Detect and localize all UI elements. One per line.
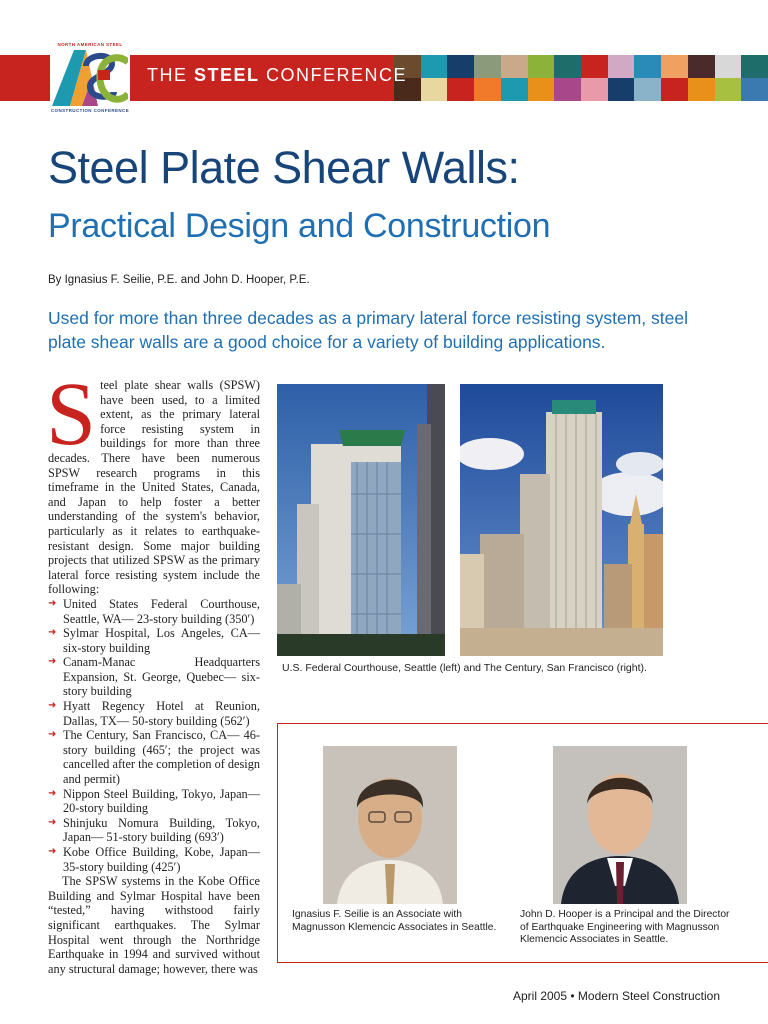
arrow-icon: ➜ — [48, 656, 57, 668]
nascc-logo — [50, 40, 130, 116]
color-swatch-strip — [394, 55, 768, 101]
list-item: ➜ United States Federal Courthouse, Seattle, WA— 23-story building (350′) — [48, 596, 260, 626]
color-swatch — [715, 78, 742, 101]
body-column — [46, 365, 261, 976]
color-swatch — [501, 55, 528, 78]
author-caption-hooper: John D. Hooper is a Principal and the Director of Earthquake Engineering with Magnusson Klemencic Associates in Seattle. — [520, 909, 730, 945]
conference-label — [147, 65, 407, 86]
drop-cap: S — [46, 365, 97, 464]
page-footer — [513, 989, 720, 1003]
color-swatch — [554, 55, 581, 78]
list-item: ➜ Canam-Manac Headquarters Expansion, St. George, Quebec— six-story building — [48, 655, 260, 699]
footer-date: April 2005 — [512, 989, 568, 1003]
list-item: ➜ Kobe Office Building, Kobe, Japan—35-story building (425′) — [48, 845, 260, 874]
intro-paragraph: teel plate shear walls (SPSW) have been used, to a limited extent, as the primary lateral force resisting system in buildings for more than three decades. There have been numerous SPSW research programs in this timeframe in the United States, Canada, and Japan to help foster a better understanding of the system's behavior, particularly as it relates to earthquake-resistant design. Some major building projects that utilized SPSW as the primary lateral force resisting system include the following: — [48, 378, 260, 597]
color-swatch — [688, 55, 715, 78]
color-swatch — [741, 55, 768, 78]
author-portrait-hooper — [553, 746, 687, 904]
color-swatch — [581, 78, 608, 101]
color-swatch — [421, 78, 448, 101]
article-subtitle: Practical Design and Construction — [48, 207, 551, 245]
conference-prefix: THE — [147, 65, 188, 85]
century-tower-photo — [460, 384, 663, 656]
closing-paragraph: The SPSW systems in the Kobe Office Building and Sylmar Hospital have been “tested,” having withstood fairly significant earthquakes. The Sylmar Hospital went through the Northridge Earthquake in 1994 and survived without any structural damage; however, there was — [48, 874, 260, 976]
color-swatch — [634, 55, 661, 78]
color-swatch — [608, 55, 635, 78]
color-swatch — [608, 78, 635, 101]
article-deck: Used for more than three decades as a primary lateral force resisting system, steel plate shear walls are a good choice for a variety of building applications. — [48, 308, 688, 352]
photo-caption: U.S. Federal Courthouse, Seattle (left) and The Century, San Francisco (right). — [282, 662, 647, 674]
footer-publication: Modern Steel Construction — [577, 989, 720, 1003]
list-item: ➜ Sylmar Hospital, Los Angeles, CA—six-story building — [48, 626, 260, 655]
color-swatch — [528, 55, 555, 78]
author-caption-seilie: Ignasius F. Seilie is an Associate with Magnusson Klemencic Associates in Seattle. — [292, 909, 497, 933]
arrow-icon: ➜ — [48, 846, 57, 857]
color-swatch — [661, 78, 688, 101]
conference-bold: STEEL — [194, 65, 260, 85]
color-swatch — [741, 78, 768, 101]
arrow-icon: ➜ — [48, 816, 57, 828]
arrow-icon: ➜ — [48, 700, 57, 712]
arrow-icon: ➜ — [48, 597, 57, 609]
color-swatch — [447, 78, 474, 101]
article-title: Steel Plate Shear Walls: — [48, 142, 520, 193]
arrow-icon: ➜ — [48, 729, 57, 741]
color-swatch — [501, 78, 528, 101]
color-swatch — [688, 78, 715, 101]
color-swatch — [581, 55, 608, 78]
courthouse-photo — [277, 384, 445, 656]
list-item: ➜ Hyatt Regency Hotel at Reunion, Dallas, TX— 50-story building (562′) — [48, 699, 260, 728]
arrow-icon: ➜ — [48, 787, 57, 799]
author-portrait-seilie — [323, 746, 457, 904]
arrow-icon: ➜ — [48, 627, 57, 639]
logo-top-text: NORTH AMERICAN STEEL — [57, 42, 123, 47]
logo-mark-icon — [52, 48, 128, 108]
color-swatch — [715, 55, 742, 78]
color-swatch — [474, 55, 501, 78]
list-item: ➜ Shinjuku Nomura Building, Tokyo, Japan— 51-story building (693′) — [48, 815, 260, 845]
conference-suffix: CONFERENCE — [266, 65, 408, 85]
logo-bottom-text: CONSTRUCTION CONFERENCE — [50, 108, 130, 113]
color-swatch — [474, 78, 501, 101]
color-swatch — [447, 55, 474, 78]
footer-separator: • — [570, 989, 575, 1003]
byline: By Ignasius F. Seilie, P.E. and John D. Hooper, P.E. — [48, 274, 310, 286]
color-swatch — [528, 78, 555, 101]
color-swatch — [554, 78, 581, 101]
project-list — [48, 597, 260, 874]
list-item: ➜ Nippon Steel Building, Tokyo, Japan— 20-story building — [48, 786, 260, 816]
color-swatch — [421, 55, 448, 78]
color-swatch — [634, 78, 661, 101]
list-item: ➜ The Century, San Francisco, CA— 46-story building (465′; the project was cancelled after the completion of design and permit) — [48, 728, 261, 787]
color-swatch — [661, 55, 688, 78]
